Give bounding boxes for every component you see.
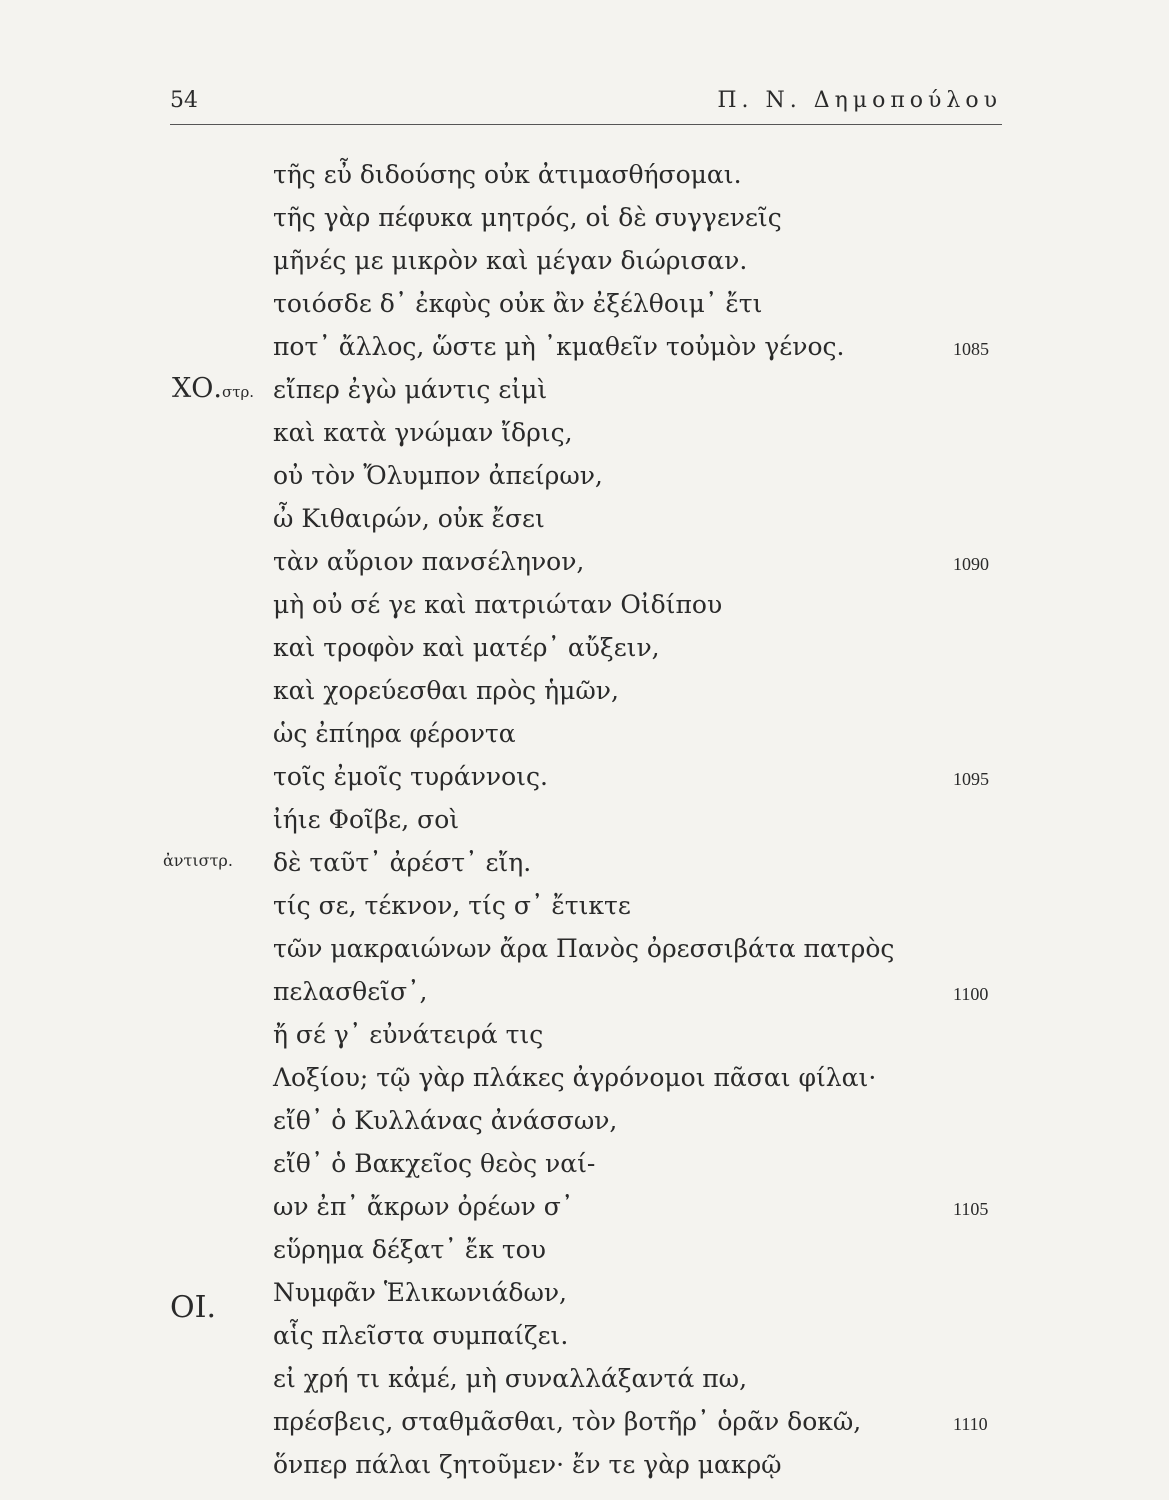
verse-line: ὦ Κιθαιρών, οὐκ ἔσει <box>273 504 545 533</box>
verse-line: εἴθ᾿ ὁ Βακχεῖος θεὸς ναί- <box>273 1149 596 1178</box>
verse-line: μῆνές με μικρὸν καὶ μέγαν διώρισαν. <box>273 246 748 275</box>
verse-line: Νυμφᾶν Ἑλικωνιάδων, <box>273 1278 568 1307</box>
page-header <box>170 88 1002 122</box>
verse-line: ἤ σέ γ᾿ εὐνάτειρά τις <box>273 1020 544 1049</box>
line-number: 1100 <box>953 984 989 1004</box>
speaker-chorus: ΧΟ. <box>172 373 222 404</box>
verse-line: εἴθ᾿ ὁ Κυλλάνας ἀνάσσων, <box>273 1106 618 1135</box>
line-number: 1095 <box>953 769 989 789</box>
verse-line: πρέσβεις, σταθμᾶσθαι, τὸν βοτῆρ᾿ ὁρᾶν δοκῶ, <box>273 1407 862 1436</box>
verse-line: εἴπερ ἐγὼ μάντις εἰμὶ <box>273 375 548 404</box>
verse-line: ὅνπερ πάλαι ζητοῦμεν· ἔν τε γὰρ μακρῷ <box>273 1450 782 1479</box>
verse-line: καὶ χορεύεσθαι πρὸς ἡμῶν, <box>273 676 619 705</box>
verse-line: ὡς ἐπίηρα φέροντα <box>273 719 516 748</box>
verse-line: τῶν μακραιώνων ἄρα Πανὸς ὀρεσσιβάτα πατρὸς <box>273 934 895 963</box>
verse-line: μὴ οὐ σέ γε καὶ πατριώταν Οἰδίπου <box>273 590 723 619</box>
verse-line: τοῖς ἐμοῖς τυράννοις. <box>273 762 548 791</box>
verse-line: οὐ τὸν Ὄλυμπον ἀπείρων, <box>273 461 603 490</box>
verse-line: δὲ ταῦτ᾿ ἀρέστ᾿ εἴη. <box>273 848 532 877</box>
verse-line: τοιόσδε δ᾿ ἐκφὺς οὐκ ἂν ἐξέλθοιμ᾿ ἔτι <box>273 289 763 318</box>
line-number: 1090 <box>953 554 989 574</box>
header-rule <box>170 124 1002 125</box>
verse-line: ων ἐπ᾿ ἄκρων ὀρέων σ᾿ <box>273 1192 574 1221</box>
verse-line: καὶ κατὰ γνώμαν ἴδρις, <box>273 418 573 447</box>
verse-line: ποτ᾿ ἄλλος, ὥστε μὴ ᾿κμαθεῖν τοὐμὸν γένος. <box>273 332 845 361</box>
verse-line: τίς σε, τέκνον, τίς σ᾿ ἔτικτε <box>273 891 631 920</box>
verse-line: εὕρημα δέξατ᾿ ἔκ του <box>273 1235 546 1264</box>
speaker-oedipus: ΟΙ. <box>170 1290 216 1325</box>
verse-line: αἷς πλεῖστα συμπαίζει. <box>273 1321 569 1350</box>
line-number: 1105 <box>953 1199 989 1219</box>
line-number: 1110 <box>953 1414 988 1434</box>
verse-line: πελασθεῖσ᾿, <box>273 977 428 1006</box>
running-head: Π. Ν. Δημοπούλου <box>717 88 1002 113</box>
page-number: 54 <box>170 88 198 113</box>
verse-line: τὰν αὔριον πανσέληνον, <box>273 547 585 576</box>
antistrophe-label: ἀντιστρ. <box>163 851 233 870</box>
verse-line: εἰ χρή τι κἀμέ, μὴ συναλλάξαντά πω, <box>273 1364 748 1393</box>
speaker-chorus-strophe <box>172 373 254 404</box>
verse-line: τῆς εὖ διδούσης οὐκ ἀτιμασθήσομαι. <box>273 160 742 189</box>
verse-line: καὶ τροφὸν καὶ ματέρ᾿ αὔξειν, <box>273 633 660 662</box>
strophe-label: στρ. <box>221 383 255 401</box>
verse-line: ἰήιε Φοῖβε, σοὶ <box>273 805 460 834</box>
line-number: 1085 <box>953 339 989 359</box>
verse-line: Λοξίου; τῷ γὰρ πλάκες ἀγρόνομοι πᾶσαι φίλαι· <box>273 1063 877 1092</box>
verse-line: τῆς γὰρ πέφυκα μητρός, οἱ δὲ συγγενεῖς <box>273 203 782 232</box>
